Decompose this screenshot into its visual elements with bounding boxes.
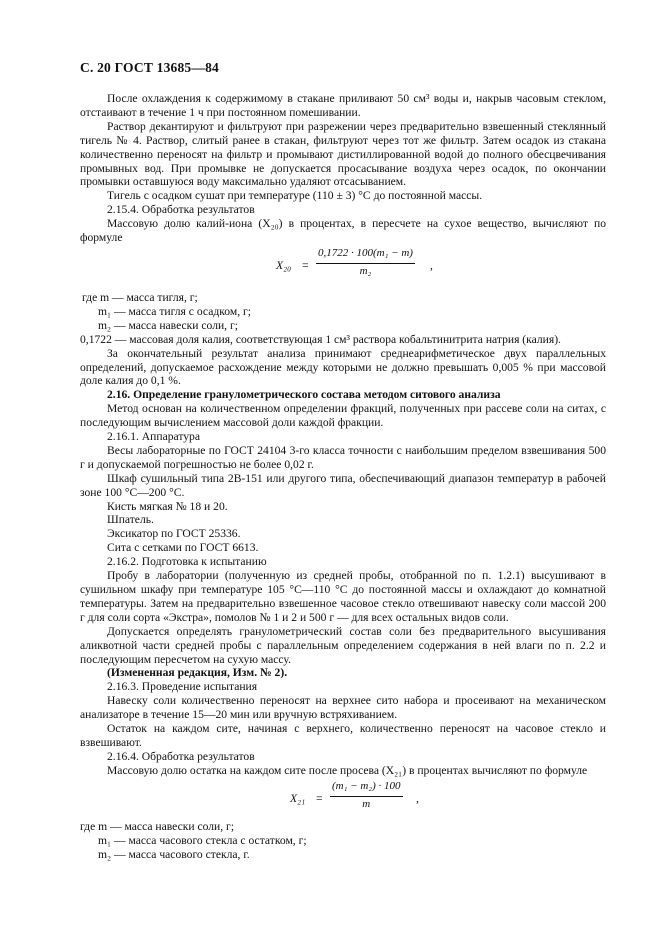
list-item: Кисть мягкая № 18 и 20. bbox=[107, 499, 228, 513]
formula-fraction bbox=[330, 780, 403, 812]
paragraph: Тигель с осадком сушат при температуре (110 ± 3) °С до постоянной массы. bbox=[107, 189, 483, 203]
formula-numerator: 0,1722 · 100(m₁ − m) bbox=[318, 246, 413, 259]
paragraph: Остаток на каждом сите, начиная с верхнего, количественно переносят на часовое стекло и взвешивают. bbox=[80, 722, 606, 749]
formula-x20 bbox=[80, 245, 606, 291]
paragraph: Раствор декантируют и фильтруют при разрежении через предварительно взвешенный стеклянный тигель № 4. Раствор, слитый ранее в стакан, фильтруют через тот же фильтр. Затем осадок из стакана количественно переносят на фильтр и промывают дистиллированной водой до полного обесцвечивания промывных вод. При промывке не допускается просасывание воздуха через осадок, по окончании промывки оставшуюся воду максимально удаляют отсасыванием. bbox=[80, 119, 606, 189]
formula-numerator: (m₁ − m₂) · 100 bbox=[332, 779, 401, 792]
formula-x21 bbox=[80, 778, 606, 820]
paragraph: Массовую долю калий-иона (X₂₀) в процентах, в пересчете на сухое вещество, вычисляют по формуле bbox=[80, 217, 606, 245]
document-body bbox=[80, 92, 606, 861]
amendment-note: (Измененная редакция, Изм. № 2). bbox=[107, 666, 288, 680]
paragraph: За окончательный результат анализа принимают среднеарифметическое двух параллельных определений, допускаемое расхождение между которыми не должно превышать 0,005 % при массовой доле калия до 0,1 %. bbox=[80, 346, 606, 388]
formula-comma: , bbox=[430, 258, 433, 272]
variable-def: m₂ — масса навески соли, г; bbox=[98, 318, 238, 332]
variable-def: 0,1722 — массовая доля калия, соответствующая 1 см³ раствора кобальтинитрита натрия (калия). bbox=[80, 332, 561, 346]
paragraph: Шкаф сушильный типа 2В-151 или другого типа, обеспечивающий диапазон температур в рабочей зоне 100 °С—200 °С. bbox=[80, 471, 606, 499]
paragraph: Массовую долю остатка на каждом сите после просева (X₂₁) в процентах вычисляют по формуле bbox=[107, 763, 588, 777]
formula-equals: = bbox=[302, 258, 309, 272]
section-heading: 2.16.4. Обработка результатов bbox=[107, 749, 255, 763]
paragraph: Метод основан на количественном определении фракций, полученных при рассеве соли на ситах, с последующим вычислением массовой доли каждой фракции. bbox=[80, 402, 606, 430]
page-header: С. 20 ГОСТ 13685—84 bbox=[80, 60, 219, 75]
section-heading: 2.16. Определение гранулометрического состава методом ситового анализа bbox=[107, 388, 501, 402]
formula-fraction bbox=[316, 247, 415, 279]
paragraph: Допускается определять гранулометрический состав соли без предварительного высушивания аликвотной части средней пробы с параллельным определением содержания в ней влаги по п. 2.2 и последующим пересчетом на сухую массу. bbox=[80, 624, 606, 666]
formula-comma: , bbox=[416, 791, 419, 805]
list-item: Шпатель. bbox=[107, 513, 154, 527]
variable-def: где m — масса навески соли, г; bbox=[80, 819, 235, 833]
paragraph: После охлаждения к содержимому в стакане приливают 50 см³ воды и, накрыв часовым стеклом, отстаивают в течение 1 ч при постоянном помешивании. bbox=[80, 92, 606, 119]
section-heading: 2.16.3. Проведение испытания bbox=[107, 680, 258, 694]
section-heading: 2.16.2. Подготовка к испытанию bbox=[107, 555, 267, 569]
formula-lhs: X₂₀ bbox=[276, 258, 292, 272]
variable-def: m₂ — масса часового стекла, г. bbox=[98, 847, 250, 861]
variable-list bbox=[80, 820, 606, 862]
paragraph: Навеску соли количественно переносят на верхнее сито набора и просеивают на механическом анализаторе в течение 15—20 мин или вручную встряхиванием. bbox=[80, 694, 606, 722]
list-item: Эксикатор по ГОСТ 25336. bbox=[107, 527, 241, 541]
variable-def: m₁ — масса тигля с осадком, г; bbox=[98, 304, 251, 318]
list-item: Сита с сетками по ГОСТ 6613. bbox=[107, 541, 259, 555]
variable-def: m₁ — масса часового стекла с остатком, г; bbox=[98, 833, 307, 847]
section-heading: 2.16.1. Аппаратура bbox=[107, 430, 201, 444]
paragraph: Пробу в лаборатории (полученную из средней пробы, отобранной по п. 1.2.1) высушивают в сушильном шкафу при температуре 105 °С—110 °С до постоянной массы и охлаждают до комнатной температуры. Затем на предварительно взвешенное часовое стекло отвешивают навеску соли массой 200 г для соли сорта «Экстра», помолов № 1 и 2 и 500 г — для всех остальных видов соли. bbox=[80, 569, 606, 624]
fraction-bar bbox=[330, 796, 403, 797]
section-heading: 2.15.4. Обработка результатов bbox=[107, 203, 255, 217]
formula-lhs: X₂₁ bbox=[290, 791, 306, 805]
formula-denominator: m₂ bbox=[359, 264, 372, 277]
paragraph: Весы лабораторные по ГОСТ 24104 3-го класса точности с наибольшим пределом взвешивания 500 г и допускаемой погрешностью не более 0,02 г. bbox=[80, 443, 606, 471]
formula-equals: = bbox=[316, 791, 323, 805]
variable-def: где m — масса тигля, г; bbox=[82, 290, 198, 304]
fraction-bar bbox=[316, 263, 415, 264]
variable-list bbox=[80, 291, 606, 347]
formula-denominator: m bbox=[362, 797, 371, 810]
